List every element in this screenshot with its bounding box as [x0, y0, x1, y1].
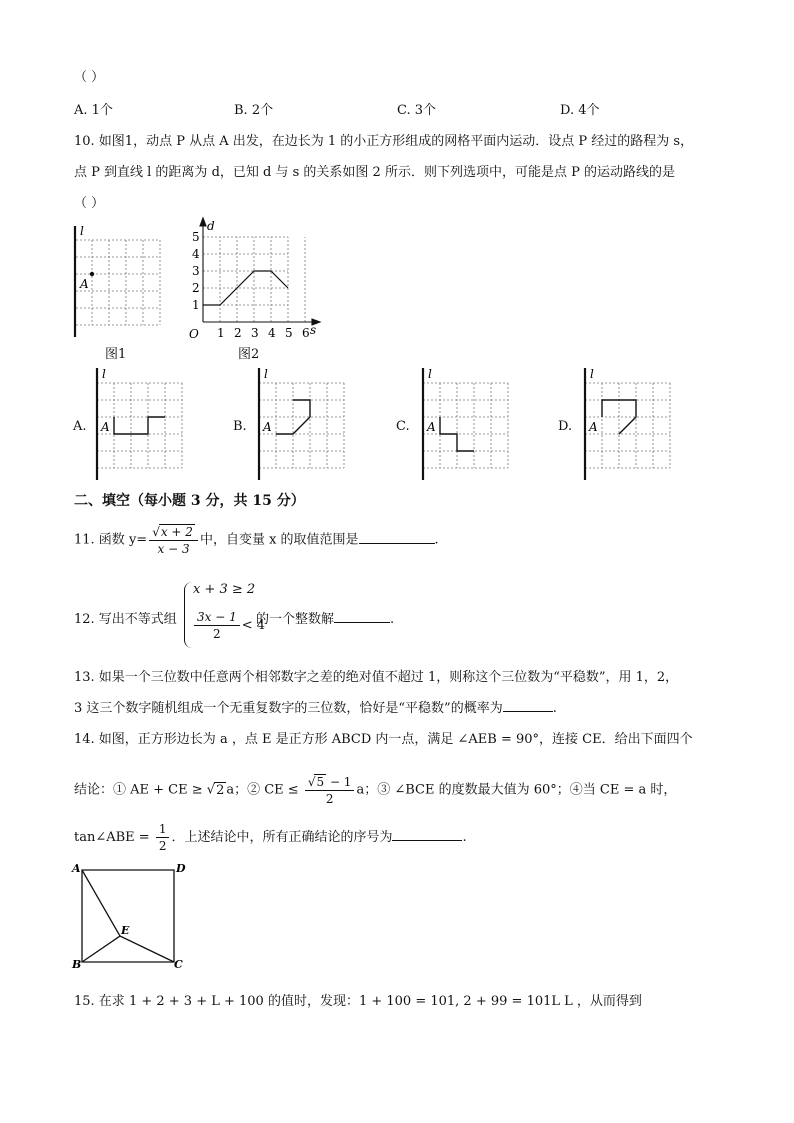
q10-paren: （ ）: [74, 196, 105, 211]
fig-label-d: D: [176, 862, 186, 875]
fig2-caption: 图2: [238, 347, 260, 362]
q12-prefix: 12. 写出不等式组: [74, 612, 177, 627]
q11-end: .: [434, 532, 439, 548]
option-c-point-label: A: [427, 420, 436, 434]
q10-option-d-letter[interactable]: D.: [558, 419, 573, 434]
q12-ineq2-numerator: 3x − 1: [194, 610, 240, 626]
q14-tan-line: [74, 822, 467, 853]
q11-denominator: x − 3: [157, 542, 190, 556]
q15-line1: 15. 在求 1 + 2 + 3 + L + 100 的值时，发现：1 + 100 = 101, 2 + 99 = 101L L ，从而得到: [74, 994, 642, 1009]
q10-option-c-figure[interactable]: [414, 366, 514, 482]
q14-c2-fraction: $\frac{√5 - 1}{2}$: [305, 774, 355, 806]
chart-origin-label: O: [189, 327, 199, 341]
q13-end: .: [552, 701, 557, 716]
q14-line1: 14. 如图，正方形边长为 a ，点 E 是正方形 ABCD 内一点，满足 ∠AEB = 90°，连接 CE．给出下面四个: [74, 732, 693, 747]
q14-c2-num-tail: − 1: [326, 775, 352, 789]
option-a-point-label: A: [101, 420, 110, 434]
q10-line1: 10. 如图1，动点 P 从点 A 出发，在边长为 1 的小正方形组成的网格平面内运动．设点 P 经过的路程为 s，: [74, 134, 694, 149]
q14-c1-root: 2: [216, 782, 225, 798]
option-b-line-label: l: [264, 367, 268, 381]
q14-c4-prefix: tan∠ABE =: [74, 830, 154, 845]
q12-answer-blank[interactable]: [334, 610, 390, 623]
q14-conclusions-line: 结论：① AE + CE ≥ √2 a；② CE ≤ $\frac{√5 - 1}{2}$ a；③ ∠BCE 的度数最大值为 60°；④当 CE = a 时，: [74, 775, 677, 806]
q10-figure1: [66, 222, 166, 342]
fig1-line-label: l: [80, 224, 84, 238]
fig1-point-label: A: [80, 277, 89, 291]
chart-y-tick-label: 3: [192, 264, 200, 278]
fig-label-b: B: [72, 958, 82, 971]
q12-tail: [256, 608, 394, 627]
q10-figure2-chart: [176, 216, 326, 346]
fig-label-c: C: [174, 958, 183, 971]
chart-x-tick-label: 5: [285, 326, 293, 340]
q11-suffix: 中，自变量 x 的取值范围是: [199, 532, 359, 548]
q10-option-c-letter[interactable]: C.: [396, 419, 410, 434]
q12-ineq2-relation: < 4: [241, 618, 266, 633]
q14-answer-blank[interactable]: [392, 828, 462, 841]
q10-option-a-figure[interactable]: [88, 366, 188, 482]
q12-suffix: 的一个整数解: [256, 612, 335, 627]
chart-xlabel: s: [310, 323, 317, 337]
q10-option-a-letter[interactable]: A.: [73, 419, 87, 434]
q14-c4-numerator: 1: [156, 822, 170, 838]
q11-answer-blank[interactable]: [359, 531, 435, 544]
option-d-point-label: A: [589, 420, 598, 434]
option-a-line-label: l: [102, 367, 106, 381]
q14-square-figure: [70, 860, 190, 972]
q9-paren: （ ）: [74, 70, 105, 85]
q13-answer-blank[interactable]: [503, 699, 553, 712]
fig1-caption: 图1: [105, 347, 127, 362]
option-c-line-label: l: [428, 367, 432, 381]
chart-x-tick-label: 2: [234, 326, 242, 340]
q14-c2-root: 5: [316, 775, 325, 789]
q14-c1-prefix: 结论：① AE + CE ≥: [74, 782, 207, 798]
q14-c4-denominator: 2: [158, 839, 167, 853]
q11-prefix: 11. 函数 y=: [74, 532, 148, 548]
q12-ineq2-denominator: 2: [213, 627, 221, 641]
q12-end: .: [390, 612, 395, 627]
fig-label-e: E: [121, 924, 130, 937]
q9-option-a[interactable]: A. 1个: [74, 103, 113, 118]
chart-x-tick-label: 1: [217, 326, 225, 340]
q10-option-b-letter[interactable]: B.: [233, 419, 247, 434]
option-a-path: [114, 417, 165, 434]
q13-line1: 13. 如果一个三位数中任意两个相邻数字之差的绝对值不超过 1，则称这个三位数为“平稳数”，用 1，2，: [74, 670, 679, 685]
q10-line2: 点 P 到直线 l 的距离为 d，已知 d 与 s 的关系如图 2 所示．则下列选项中，可能是点 P 的运动路线的是: [74, 165, 675, 180]
chart-x-tick-label: 4: [268, 326, 276, 340]
q12-inequality-1: x + 3 ≥ 2: [193, 582, 256, 597]
q12-inequality-2: [192, 610, 265, 641]
q10-option-d-figure[interactable]: [576, 366, 676, 482]
q14-end: .: [462, 830, 467, 845]
chart-ylabel: d: [207, 219, 215, 233]
fig-label-a: A: [72, 862, 81, 875]
q11: [74, 524, 439, 556]
q14-c1-suffix: a；② CE ≤: [226, 782, 303, 798]
q13-line2: 3 这三个数字随机组成一个无重复数字的三位数，恰好是“平稳数”的概率为: [74, 701, 503, 716]
chart-x-tick-label: 3: [251, 326, 259, 340]
option-d-line-label: l: [590, 367, 594, 381]
section-heading: 二、填空（每小题 3 分，共 15 分）: [74, 493, 305, 509]
q13-line2-wrap: [74, 697, 557, 716]
chart-y-tick-label: 2: [192, 281, 200, 295]
chart-y-tick-label: 5: [192, 230, 200, 244]
q9-option-d[interactable]: D. 4个: [560, 103, 600, 118]
option-b-point-label: A: [263, 420, 272, 434]
q9-option-c[interactable]: C. 3个: [397, 103, 437, 118]
point-a-marker: [90, 272, 94, 276]
chart-x-tick-label: 6: [302, 326, 310, 340]
q11-fraction: $\frac{√x + 2}{x - 3}$: [149, 524, 198, 556]
q9-option-b[interactable]: B. 2个: [234, 103, 274, 118]
q11-numerator: x + 2: [160, 525, 193, 539]
q14-c2-suffix: a；③ ∠BCE 的度数最大值为 60°；④当 CE = a 时，: [356, 782, 677, 798]
chart-y-tick-label: 4: [192, 247, 200, 261]
chart-y-tick-label: 1: [192, 298, 200, 312]
q14-c4-suffix: ．上述结论中，所有正确结论的序号为: [171, 830, 393, 845]
q10-option-b-figure[interactable]: [250, 366, 350, 482]
q14-c2-denominator: 2: [325, 792, 334, 806]
